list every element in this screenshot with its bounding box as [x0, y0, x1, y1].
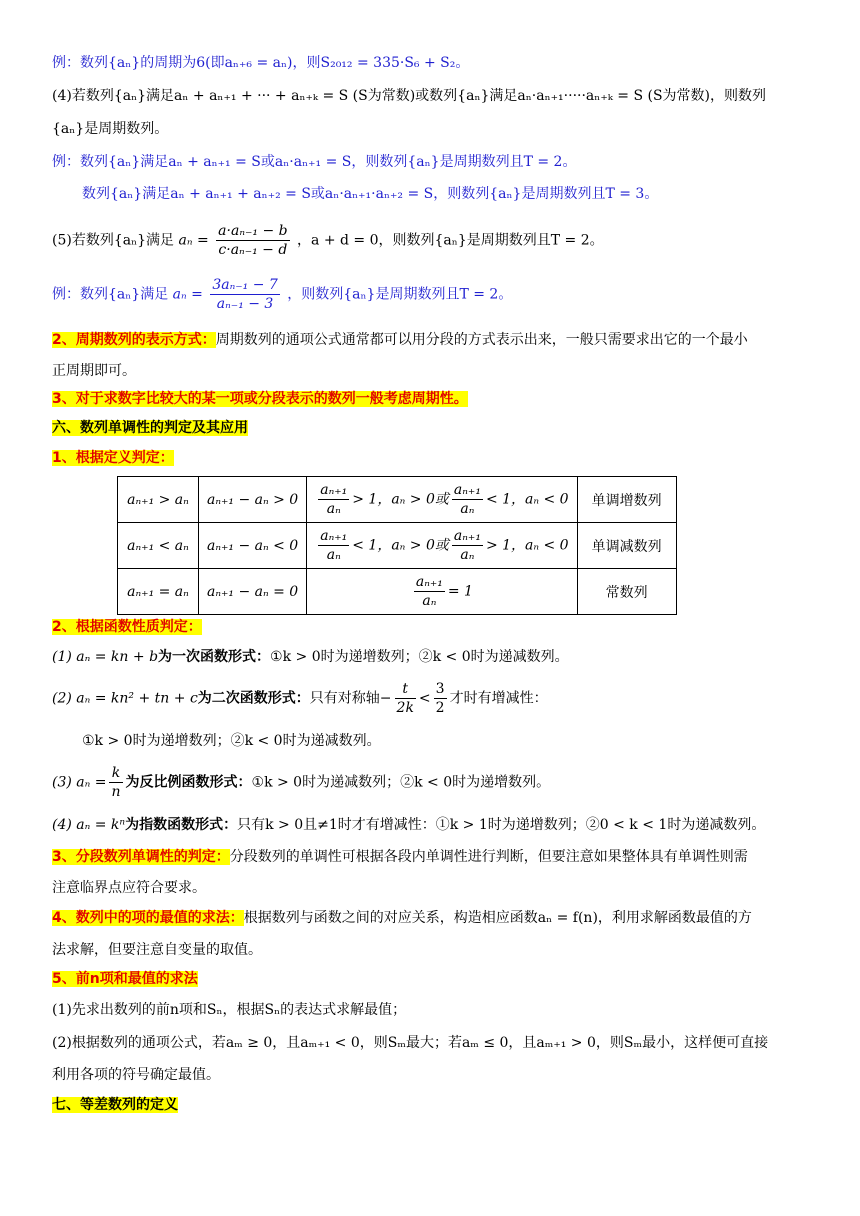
item5-pre: (5)若数列{aₙ}满足 — [52, 232, 175, 249]
table-row — [118, 569, 677, 615]
function2-lt: < — [418, 690, 431, 707]
ratio-denominator: aₙ — [422, 593, 437, 609]
function2-bold: 为二次函数形式： — [197, 690, 310, 707]
function1-expr: (1) aₙ = kn + b — [52, 649, 159, 665]
section4-text1: 根据数列与函数之间的对应关系，构造相应函数aₙ = f(n)，利用求解函数最值的方 — [243, 910, 752, 926]
item5-denominator: c·aₙ₋₁ − d — [218, 242, 288, 258]
function2-expr: (2) aₙ = kn² + tn + c — [52, 690, 198, 707]
example-sum-3: 数列{aₙ}满足aₙ + aₙ₊₁ + aₙ₊₂ = S或aₙ·aₙ₊₁·aₙ₊₂ = S，则数列{aₙ}是周期数列且T = 3。 — [82, 186, 659, 202]
function2-pre: 只有对称轴− — [309, 690, 392, 707]
section3b-heading: 3、分段数列单调性的判定： — [52, 849, 230, 865]
table-cell-difference: aₙ₊₁ − aₙ > 0 — [207, 491, 299, 508]
section3b-line1 — [52, 846, 748, 868]
chapter7-line — [52, 1094, 178, 1116]
table-cell-condition: aₙ₊₁ > aₙ — [127, 491, 189, 508]
section5-line — [52, 968, 198, 990]
item4-line1: (4)若数列{aₙ}满足aₙ + aₙ₊₁ + ··· + aₙ₊ₖ = S (S为常数)或数列{aₙ}满足aₙ·aₙ₊₁·····aₙ₊ₖ = S (S为常数)，则数列 — [52, 88, 766, 104]
ratio-numerator: aₙ₊₁ — [415, 574, 443, 590]
item5-line — [52, 222, 604, 259]
function2-line — [52, 680, 548, 717]
chapter7-heading: 七、等差数列的定义 — [52, 1097, 178, 1113]
table-cell-ratio — [307, 569, 577, 615]
item5-fraction — [216, 222, 289, 259]
section5-item2-line1: (2)根据数列的通项公式，若aₘ ≥ 0，且aₘ₊₁ < 0，则Sₘ最大；若aₘ ≤ 0，且aₘ₊₁ > 0，则Sₘ最小，这样便可直接 — [52, 1035, 769, 1051]
sub2-heading: 2、根据函数性质判定： — [52, 619, 202, 635]
function3-k: k — [109, 764, 122, 783]
function1-bold: 为一次函数形式： — [158, 649, 271, 665]
function3-pre: (3) aₙ = — [52, 774, 107, 791]
table-row — [118, 523, 677, 569]
sub2-line — [52, 616, 202, 638]
function4-line — [52, 814, 765, 836]
function2-two: 2 — [435, 700, 445, 716]
example-sum-2: 例：数列{aₙ}满足aₙ + aₙ₊₁ = S或aₙ·aₙ₊₁ = S，则数列{aₙ}是周期数列且T = 2。 — [52, 154, 577, 170]
ratio-condition-a: > 1，aₙ > 0或 — [352, 491, 449, 508]
ratio-condition-a: < 1，aₙ > 0或 — [352, 537, 449, 554]
item5-numerator: a·aₙ₋₁ − b — [218, 223, 288, 239]
ratio-condition-a: = 1 — [447, 583, 473, 600]
table-cell-type: 单调增数列 — [577, 477, 676, 523]
section2-text1: 周期数列的通项公式通常都可以用分段的方式表示出来，一般只需要求出它的一个最小 — [215, 332, 748, 348]
item5-lhs: aₙ = — [178, 232, 209, 249]
item4-line2: {aₙ}是周期数列。 — [52, 121, 169, 137]
section3b-text2: 注意临界点应符合要求。 — [52, 880, 206, 896]
function3-bold: 为反比例函数形式： — [125, 774, 252, 791]
section5-heading: 5、前n项和最值的求法 — [52, 971, 198, 987]
table-cell-type: 常数列 — [577, 569, 676, 615]
section2-line1 — [52, 329, 748, 351]
example-fraction-post: ，则数列{aₙ}是周期数列且T = 2。 — [287, 286, 513, 303]
example-fraction — [210, 276, 279, 313]
example-fraction-denominator: aₙ₋₁ − 3 — [216, 296, 274, 312]
section5-item1: (1)先求出数列的前n项和Sₙ，根据Sₙ的表达式求解最值； — [52, 1002, 407, 1018]
ratio-numerator: aₙ₊₁ — [453, 528, 481, 544]
section2-text2: 正周期即可。 — [52, 363, 136, 379]
table-cell-condition: aₙ₊₁ < aₙ — [127, 537, 189, 554]
function3-n: n — [111, 784, 121, 800]
function2-line2: ①k > 0时为递增数列；②k < 0时为递减数列。 — [82, 733, 381, 749]
ratio-denominator: aₙ — [460, 547, 475, 563]
definition-table — [117, 476, 677, 615]
table-cell-condition: aₙ₊₁ = aₙ — [127, 583, 189, 600]
function4-expr: (4) aₙ = kⁿ — [52, 817, 126, 833]
sub1-line — [52, 447, 174, 469]
function3-text: ①k > 0时为递减数列；②k < 0时为递增数列。 — [251, 774, 551, 791]
function4-bold: 为指数函数形式： — [125, 817, 238, 833]
section4-text2: 法求解，但要注意自变量的取值。 — [52, 942, 262, 958]
sub1-heading: 1、根据定义判定： — [52, 450, 174, 466]
chapter6-heading: 六、数列单调性的判定及其应用 — [52, 420, 248, 436]
section2-heading: 2、周期数列的表示方式： — [52, 332, 216, 348]
table-cell-ratio — [307, 523, 577, 569]
ratio-numerator: aₙ₊₁ — [320, 528, 348, 544]
function2-post: 才时有增减性： — [449, 690, 548, 707]
ratio-numerator: aₙ₊₁ — [453, 482, 481, 498]
table-cell-ratio — [307, 477, 577, 523]
function3-line — [52, 764, 550, 801]
example-fraction-pre: 例：数列{aₙ}满足 — [52, 286, 169, 303]
ratio-numerator: aₙ₊₁ — [320, 482, 348, 498]
ratio-denominator: aₙ — [326, 547, 341, 563]
section3b-text1: 分段数列的单调性可根据各段内单调性进行判断，但要注意如果整体具有单调性则需 — [229, 849, 748, 865]
section3-line — [52, 388, 468, 410]
table-cell-difference: aₙ₊₁ − aₙ = 0 — [207, 583, 299, 600]
example-fraction-numerator: 3aₙ₋₁ − 7 — [212, 277, 278, 293]
section3-heading: 3、对于求数字比较大的某一项或分段表示的数列一般考虑周期性。 — [52, 391, 468, 407]
table-cell-type: 单调减数列 — [577, 523, 676, 569]
section4-heading: 4、数列中的项的最值的求法： — [52, 910, 244, 926]
example-period-6: 例：数列{aₙ}的周期为6(即aₙ₊₆ = aₙ)，则S₂₀₁₂ = 335·S₆ + S₂。 — [52, 55, 470, 71]
ratio-denominator: aₙ — [326, 501, 341, 517]
table-row — [118, 477, 677, 523]
function2-2k: 2k — [396, 700, 414, 716]
table-cell-difference: aₙ₊₁ − aₙ < 0 — [207, 537, 299, 554]
ratio-condition-b: < 1，aₙ < 0 — [485, 491, 569, 508]
chapter6-line — [52, 417, 248, 439]
function2-t: t — [395, 680, 416, 699]
ratio-condition-b: > 1，aₙ < 0 — [485, 537, 569, 554]
section5-item2-line2: 利用各项的符号确定最值。 — [52, 1067, 220, 1083]
example-fraction-line — [52, 276, 512, 313]
example-fraction-lhs: aₙ = — [172, 286, 203, 303]
item5-post: ，a + d = 0，则数列{aₙ}是周期数列且T = 2。 — [297, 232, 604, 249]
function2-three: 3 — [435, 681, 445, 697]
section4-line1 — [52, 907, 752, 929]
ratio-denominator: aₙ — [460, 501, 475, 517]
function1-text: ①k > 0时为递增数列；②k < 0时为递减数列。 — [270, 649, 569, 665]
function1-line — [52, 646, 569, 668]
function4-text: 只有k > 0且≠1时才有增减性：①k > 1时为递增数列；②0 < k < 1时为递减数列。 — [237, 817, 766, 833]
